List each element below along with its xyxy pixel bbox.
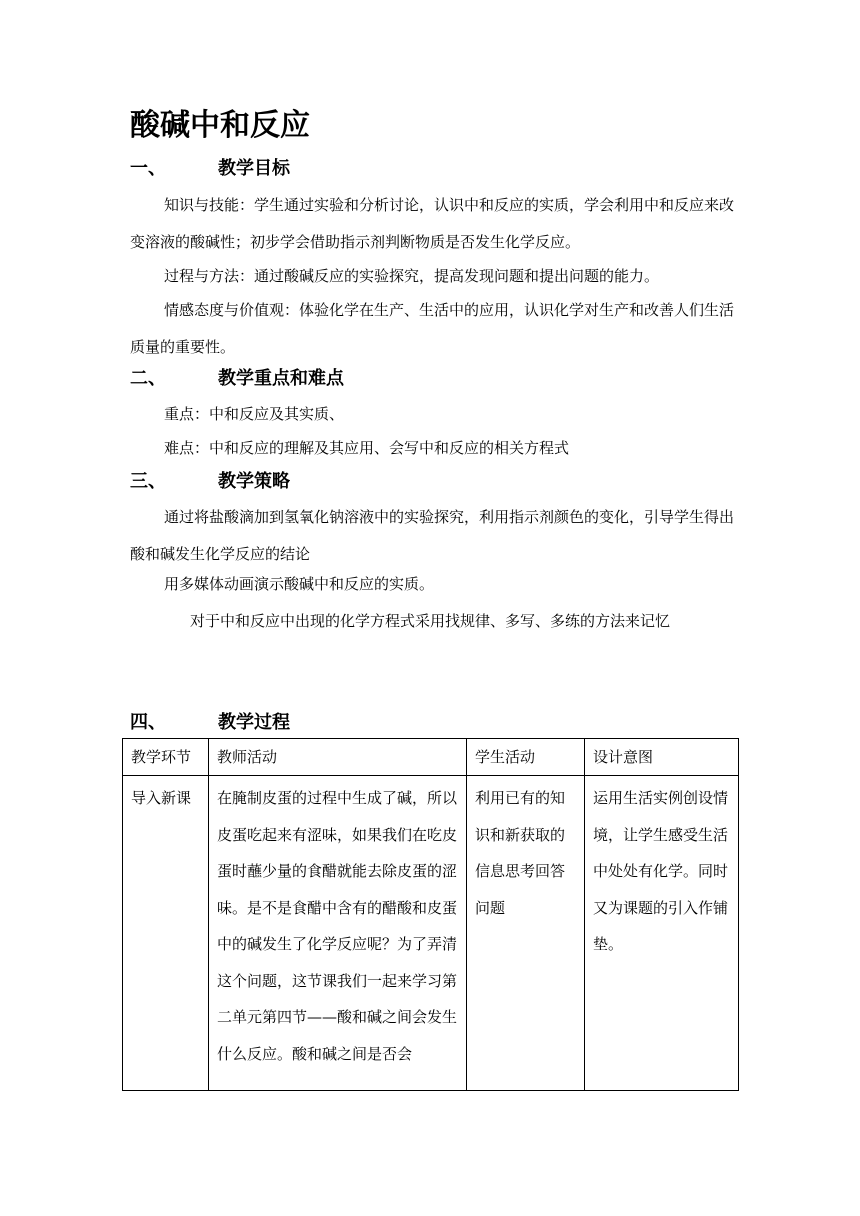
cell-stage: 导入新课 <box>123 776 209 1091</box>
paragraph-strategy-1 <box>130 499 736 573</box>
section-title: 教学过程 <box>218 712 290 733</box>
difficult-point-line: 难点：中和反应的理解及其应用、会写中和反应的相关方程式 <box>164 439 570 457</box>
section-title: 教学重点和难点 <box>218 368 344 389</box>
section-number: 二、 <box>130 368 166 389</box>
paragraph-attitude <box>130 292 736 366</box>
paragraph-text: 情感态度与价值观：体验化学在生产、生活中的应用，认识化学对生产和改善人们生活质量的重要性。 <box>130 301 735 356</box>
paragraph-text: 过程与方法：通过酸碱反应的实验探究，提高发现问题和提出问题的能力。 <box>164 267 660 285</box>
paragraph-knowledge <box>130 187 736 261</box>
cell-teacher-activity: 在腌制皮蛋的过程中生成了碱，所以皮蛋吃起来有涩味，如果我们在吃皮蛋时蘸少量的食醋就能去除皮蛋的涩味。是不是食醋中含有的醋酸和皮蛋中的碱发生了化学反应呢？为了弄清这个问题，这节课我们一起来学习第二单元第四节——酸和碱之间会发生什么反应。酸和碱之间是否会 <box>209 776 467 1091</box>
teaching-process-table <box>122 738 739 1091</box>
paragraph-text: 通过将盐酸滴加到氢氧化钠溶液中的实验探究，利用指示剂颜色的变化，引导学生得出酸和碱发生化学反应的结论 <box>130 508 735 563</box>
paragraph-text: 知识与技能：学生通过实验和分析讨论，认识中和反应的实质，学会利用中和反应来改变溶液的酸碱性；初步学会借助指示剂判断物质是否发生化学反应。 <box>130 196 735 251</box>
paragraph-process <box>130 258 736 295</box>
header-cell-stage: 教学环节 <box>123 739 209 776</box>
cell-student-activity: 利用已有的知识和新获取的信息思考回答问题 <box>467 776 585 1091</box>
section-number: 四、 <box>130 712 166 733</box>
header-cell-intent: 设计意图 <box>585 739 739 776</box>
document-title: 酸碱中和反应 <box>130 108 310 143</box>
section-number: 三、 <box>130 471 166 492</box>
key-point-line: 重点：中和反应及其实质、 <box>164 405 345 423</box>
section-heading-keypoints <box>130 366 344 392</box>
section-heading-strategy <box>130 469 290 495</box>
paragraph-strategy-2: 用多媒体动画演示酸碱中和反应的实质。 <box>164 575 435 593</box>
section-title: 教学目标 <box>218 158 290 179</box>
section-heading-process <box>130 710 290 736</box>
section-title: 教学策略 <box>218 471 290 492</box>
paragraph-strategy-3 <box>130 603 736 640</box>
section-number: 一、 <box>130 158 166 179</box>
header-cell-teacher: 教师活动 <box>209 739 467 776</box>
header-cell-student: 学生活动 <box>467 739 585 776</box>
cell-design-intent: 运用生活实例创设情境，让学生感受生活中处处有化学。同时又为课题的引入作铺垫。 <box>585 776 739 1091</box>
section-heading-objectives <box>130 156 290 182</box>
table-header-row <box>123 739 739 776</box>
table-row <box>123 776 739 1091</box>
paragraph-text: 对于中和反应中出现的化学方程式采用找规律、多写、多练的方法来记忆 <box>190 612 671 630</box>
